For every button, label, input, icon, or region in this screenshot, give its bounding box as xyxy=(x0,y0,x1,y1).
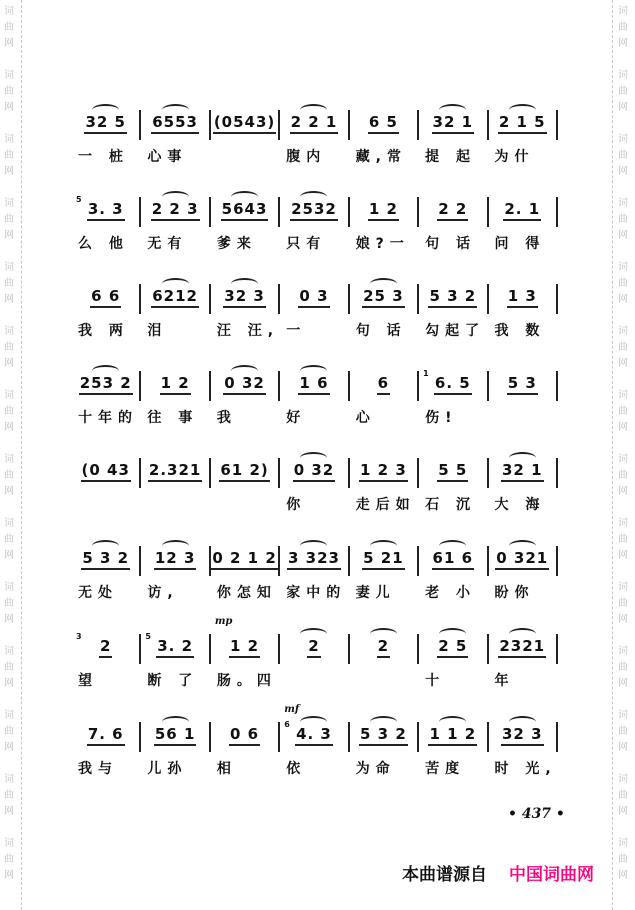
lyric-text: 望 xyxy=(78,673,98,689)
note-group: 2532 xyxy=(290,200,338,221)
grace-note: 5 xyxy=(145,632,151,641)
score-system xyxy=(72,284,558,340)
watermark-text: 词 曲 网 xyxy=(4,134,14,177)
note-group: 0 32 xyxy=(293,461,336,482)
lyric-text: 肠。四 xyxy=(216,673,277,689)
note-group: 7. 6 xyxy=(87,725,125,746)
lyric-text xyxy=(350,670,419,690)
measure xyxy=(350,546,419,576)
lyric-text: 走后如 xyxy=(355,497,416,513)
measure xyxy=(211,616,280,664)
watermark-text: 词 曲 网 xyxy=(618,454,628,497)
note-group: 61 2) xyxy=(219,461,269,482)
lyric-text: 勾起了 xyxy=(425,323,486,339)
lyric-text: 十年的 xyxy=(78,410,138,426)
lyric-text: 为什 xyxy=(494,149,535,165)
lyric-text: 句 话 xyxy=(425,236,476,252)
measure xyxy=(211,110,280,140)
measure xyxy=(72,371,141,401)
measure xyxy=(419,284,488,314)
dynamic-mark: mp xyxy=(214,616,233,627)
grace-note: 1 xyxy=(423,369,429,378)
note-group: 32 3 xyxy=(501,725,544,746)
lyric-text xyxy=(211,494,280,514)
note-group: 5 5 xyxy=(437,461,468,482)
measure xyxy=(350,110,419,140)
lyric-text: 访, xyxy=(147,585,179,601)
lyric-text: 你怎知 xyxy=(216,585,277,601)
lyric-text: 妻儿 xyxy=(355,585,396,601)
note-group: 1 2 3 xyxy=(359,461,408,482)
lyric-text: 心 xyxy=(355,410,376,426)
note-group: 1 1 2 xyxy=(428,725,477,746)
watermark-text: 词 曲 网 xyxy=(4,838,14,881)
watermark-text: 词 曲 网 xyxy=(4,646,14,689)
note-group: 2 5 xyxy=(437,637,468,658)
score-system xyxy=(72,110,558,166)
measure xyxy=(141,722,210,752)
note-group: 32 1 xyxy=(501,461,544,482)
left-margin-line xyxy=(21,0,22,910)
lyric-text: 么 他 xyxy=(78,236,129,252)
measure xyxy=(280,458,349,488)
note-group: 253 2 xyxy=(79,374,133,395)
measure xyxy=(72,722,141,752)
lyric-text: 依 xyxy=(286,761,307,777)
watermark-text: 词 曲 网 xyxy=(4,582,14,625)
lyric-text xyxy=(280,670,349,690)
lyric-text: 只有 xyxy=(286,236,327,252)
watermark-text: 词 曲 网 xyxy=(618,710,628,753)
score-system xyxy=(72,616,558,690)
note-group: 5 3 xyxy=(507,374,538,395)
lyric-text: 老 小 xyxy=(425,585,476,601)
note-group: 32 3 xyxy=(223,287,266,308)
note-group: 0 6 xyxy=(229,725,260,746)
note-group: 0 32 xyxy=(223,374,266,395)
note-group: 3. 3 xyxy=(87,200,125,221)
measure xyxy=(489,634,558,664)
measure xyxy=(280,284,349,314)
measure xyxy=(211,546,280,576)
note-group: 5 3 2 xyxy=(359,725,408,746)
measure xyxy=(419,197,488,227)
lyric-text: 断 了 xyxy=(147,673,199,689)
watermark-text: 词 曲 网 xyxy=(4,390,14,433)
lyric-text: 好 xyxy=(286,410,307,426)
lyric-text: 为命 xyxy=(355,761,396,777)
lyric-text: 提 起 xyxy=(425,149,476,165)
note-group: 12 3 xyxy=(154,549,197,570)
note-group: 32 1 xyxy=(432,113,475,134)
note-group: 3 323 xyxy=(287,549,341,570)
watermark-text: 词 曲 网 xyxy=(618,518,628,561)
measure xyxy=(489,722,558,752)
measure xyxy=(72,110,141,140)
measure xyxy=(489,458,558,488)
measure xyxy=(350,284,419,314)
note-group: 2. 1 xyxy=(503,200,541,221)
lyric-text: 我 两 xyxy=(78,323,129,339)
measure xyxy=(280,371,349,401)
measure xyxy=(141,546,210,576)
measure xyxy=(489,284,558,314)
lyric-text: 我 xyxy=(216,410,237,426)
note-group: 6. 5 xyxy=(434,374,472,395)
measure xyxy=(419,110,488,140)
lyric-text: 一 桩 xyxy=(78,149,129,165)
measure xyxy=(350,634,419,664)
watermark-text: 词 曲 网 xyxy=(618,390,628,433)
note-group: 6553 xyxy=(151,113,199,134)
measure xyxy=(141,284,210,314)
note-group: (0 43 xyxy=(81,461,131,482)
grace-note: 6 xyxy=(284,720,290,729)
lyric-text: 年 xyxy=(494,673,515,689)
note-group: 6212 xyxy=(151,287,199,308)
page-number: • 437 • xyxy=(508,806,565,822)
lyric-text: 藏,常 xyxy=(355,149,408,165)
lyric-text: 我与 xyxy=(78,761,118,777)
lyric-text xyxy=(489,407,558,427)
note-group: 1 6 xyxy=(298,374,329,395)
lyric-text: 儿孙 xyxy=(147,761,188,777)
note-group: 5 21 xyxy=(362,549,405,570)
watermark-text: 词 曲 网 xyxy=(4,710,14,753)
measure xyxy=(141,110,210,140)
lyric-text xyxy=(72,494,141,514)
grace-note: 3 xyxy=(76,632,82,641)
measure xyxy=(280,197,349,227)
watermark-text: 词 曲 网 xyxy=(4,774,14,817)
lyric-text: 泪 xyxy=(147,323,168,339)
measure xyxy=(419,371,488,401)
note-group: 2.321 xyxy=(148,461,202,482)
note-group: 2 xyxy=(377,637,390,658)
watermark-text: 词 曲 网 xyxy=(618,134,628,177)
right-watermark xyxy=(616,4,630,900)
watermark-text: 词 曲 网 xyxy=(618,6,628,49)
measure xyxy=(350,458,419,488)
measure xyxy=(211,284,280,314)
dynamic-mark: mf xyxy=(284,704,300,715)
measure xyxy=(141,634,210,664)
measure xyxy=(419,634,488,664)
lyric-text: 我 数 xyxy=(494,323,546,339)
watermark-text: 词 曲 网 xyxy=(618,198,628,241)
lyric-text: 往 事 xyxy=(147,410,199,426)
measure xyxy=(280,110,349,140)
note-group: 1 2 xyxy=(160,374,191,395)
lyric-text: 娘?一 xyxy=(355,236,410,252)
measure xyxy=(489,197,558,227)
note-group: 1 3 xyxy=(507,287,538,308)
lyric-text: 大 海 xyxy=(494,497,546,513)
watermark-text: 词 曲 网 xyxy=(618,838,628,881)
note-group: 2 xyxy=(307,637,320,658)
lyric-text: 时 光, xyxy=(494,761,557,777)
note-group: 2321 xyxy=(498,637,546,658)
note-group: 61 6 xyxy=(432,549,475,570)
measure xyxy=(211,458,280,488)
score-system xyxy=(72,458,558,514)
source-prefix: 本曲谱源自 xyxy=(402,865,487,885)
note-group: 5 3 2 xyxy=(428,287,477,308)
watermark-text: 词 曲 网 xyxy=(4,262,14,305)
lyric-text: 腹内 xyxy=(286,149,327,165)
note-group: 32 5 xyxy=(84,113,127,134)
note-group: 1 2 xyxy=(368,200,399,221)
lyric-text: 无有 xyxy=(147,236,188,252)
lyric-text: 十 xyxy=(425,673,446,689)
lyric-text: 你 xyxy=(286,497,307,513)
watermark-text: 词 曲 网 xyxy=(4,6,14,49)
measure xyxy=(489,371,558,401)
measure xyxy=(211,722,280,752)
measure xyxy=(141,458,210,488)
watermark-text: 词 曲 网 xyxy=(4,326,14,369)
measure xyxy=(489,110,558,140)
note-group: 2 1 5 xyxy=(498,113,547,134)
note-group: 6 xyxy=(377,374,390,395)
watermark-text: 词 曲 网 xyxy=(618,774,628,817)
watermark-text: 词 曲 网 xyxy=(4,454,14,497)
measure xyxy=(350,371,419,401)
measure xyxy=(489,546,558,576)
watermark-text: 词 曲 网 xyxy=(4,518,14,561)
lyric-text: 苦度 xyxy=(425,761,466,777)
lyric-text: 问 得 xyxy=(494,236,546,252)
watermark-text: 词 曲 网 xyxy=(618,262,628,305)
lyric-text: 家中的 xyxy=(286,585,347,601)
measure xyxy=(350,197,419,227)
note-group: 2 2 xyxy=(437,200,468,221)
score-system xyxy=(72,371,558,427)
source-brand-link[interactable]: 中国词曲网 xyxy=(509,865,594,885)
watermark-text: 词 曲 网 xyxy=(618,582,628,625)
measure xyxy=(419,722,488,752)
note-group: 0 2 1 2 xyxy=(211,549,277,570)
measure xyxy=(141,371,210,401)
measure xyxy=(72,284,141,314)
grace-note: 5 xyxy=(76,195,82,204)
measure xyxy=(211,197,280,227)
left-watermark xyxy=(2,4,16,900)
watermark-text: 词 曲 网 xyxy=(618,646,628,689)
measure xyxy=(72,546,141,576)
note-group: 0 3 xyxy=(298,287,329,308)
lyric-text: 无处 xyxy=(78,585,118,601)
measure xyxy=(72,458,141,488)
right-margin-line xyxy=(612,0,613,910)
note-group: 2 xyxy=(99,637,112,658)
lyric-text xyxy=(141,494,210,514)
lyric-text: 伤! xyxy=(425,410,458,426)
score-system xyxy=(72,546,558,602)
lyric-text: 盼你 xyxy=(494,585,535,601)
measure xyxy=(72,197,141,227)
note-group: (0543) xyxy=(213,113,276,134)
measure xyxy=(211,371,280,401)
note-group: 2 2 1 xyxy=(290,113,339,134)
lyric-text: 石 沉 xyxy=(425,497,476,513)
note-group: 1 2 xyxy=(229,637,260,658)
lyric-text: 一 xyxy=(286,323,307,339)
score-system xyxy=(72,704,558,778)
lyric-text xyxy=(211,146,280,166)
note-group: 2 2 3 xyxy=(151,200,200,221)
note-group: 6 6 xyxy=(90,287,121,308)
measure xyxy=(419,458,488,488)
note-group: 3. 2 xyxy=(156,637,194,658)
watermark-text: 词 曲 网 xyxy=(4,198,14,241)
source-credit xyxy=(402,860,594,885)
note-group: 25 3 xyxy=(362,287,405,308)
note-group: 6 5 xyxy=(368,113,399,134)
watermark-text: 词 曲 网 xyxy=(618,326,628,369)
measure xyxy=(350,722,419,752)
measure xyxy=(141,197,210,227)
lyric-text: 汪 汪, xyxy=(216,323,280,339)
measure xyxy=(419,546,488,576)
note-group: 4. 3 xyxy=(295,725,333,746)
note-group: 56 1 xyxy=(154,725,197,746)
lyric-text: 句 话 xyxy=(355,323,407,339)
measure xyxy=(280,546,349,576)
lyric-text: 心事 xyxy=(147,149,188,165)
watermark-text: 词 曲 网 xyxy=(4,70,14,113)
watermark-text: 词 曲 网 xyxy=(618,70,628,113)
lyric-text: 相 xyxy=(216,761,237,777)
note-group: 5 3 2 xyxy=(81,549,130,570)
measure xyxy=(280,704,349,752)
score-system xyxy=(72,197,558,253)
measure xyxy=(72,634,141,664)
measure xyxy=(280,634,349,664)
lyric-text: 爹来 xyxy=(216,236,257,252)
note-group: 0 321 xyxy=(495,549,549,570)
note-group: 5643 xyxy=(221,200,269,221)
